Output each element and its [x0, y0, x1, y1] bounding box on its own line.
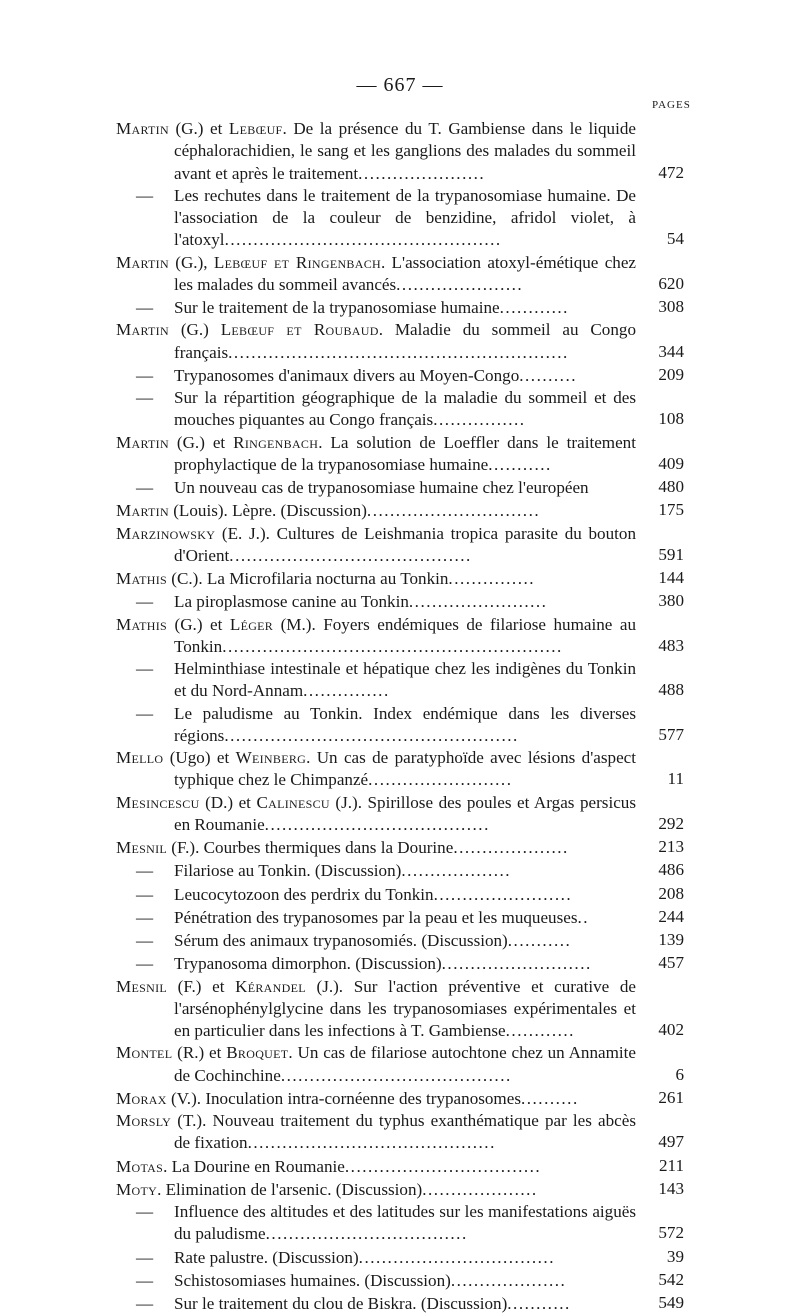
- page-reference: 402: [658, 1020, 684, 1039]
- page-reference: 409: [658, 453, 684, 473]
- author-name: Mathis: [116, 569, 168, 588]
- entry-text: [116, 953, 636, 975]
- entry-text: [116, 1270, 636, 1292]
- page-reference: 143: [658, 1178, 684, 1198]
- entry-title: Le paludisme au Tonkin. Index endémique dans les diverses régions: [174, 703, 636, 745]
- entry-text: [116, 860, 636, 882]
- entry-title: Un nouveau cas de trypanosomiase humaine chez l'européen: [174, 478, 589, 497]
- index-subentry: [116, 929, 684, 952]
- entry-initials: (F.). Courbes thermiques dans la Dourine: [167, 838, 454, 857]
- author-name: Morax: [116, 1088, 167, 1108]
- entry-initials: (D.) et: [199, 792, 257, 812]
- entry-text: [116, 837, 636, 859]
- entry-title: Sur le traitement de la trypanosomiase humaine: [174, 298, 500, 317]
- author-name: Mesincescu: [116, 792, 200, 812]
- author-name: Marzinowsky: [116, 523, 216, 543]
- dot-leader: ...........................................................: [228, 342, 569, 362]
- entry-text: [116, 1110, 636, 1155]
- entry-text: [116, 118, 636, 185]
- ditto-dash: —: [136, 861, 154, 881]
- entry-initials: (G.) et: [167, 614, 230, 634]
- author-name: Martin: [116, 320, 169, 340]
- entry-text: [116, 884, 636, 906]
- entry-text: [116, 387, 636, 432]
- entry-text: [116, 747, 636, 792]
- coauthor-name: Weinberg: [235, 748, 307, 767]
- entry-title: (J.). Spirillose des poules et Argas persicus en Roumanie: [174, 792, 636, 834]
- entry-initials: (F.) et: [167, 976, 236, 996]
- page-reference: 11: [667, 769, 684, 789]
- entry-text: [116, 500, 636, 522]
- entry-text: [116, 591, 636, 613]
- page-reference: 497: [658, 1132, 684, 1152]
- coauthor-name: Ringenbach: [233, 432, 319, 452]
- entry-title: (M.). Foyers endémiques de filariose humaine au Tonkin: [174, 614, 636, 656]
- entry-text: [116, 297, 636, 319]
- entry-title: Helminthiase intestinale et hépatique chez les indigènes du Tonkin et du Nord-Annam: [174, 659, 636, 701]
- index-list: [116, 118, 684, 1315]
- ditto-dash: —: [136, 884, 154, 904]
- author-name: Martin: [116, 252, 169, 272]
- page-reference: 213: [658, 837, 684, 856]
- dot-leader: ...............: [448, 569, 536, 588]
- entry-text: [116, 703, 636, 748]
- dot-leader: ...........: [507, 1294, 571, 1313]
- index-entry: [116, 836, 684, 859]
- entry-text: [116, 1293, 636, 1315]
- ditto-dash: —: [136, 1202, 154, 1221]
- entry-text: [116, 568, 636, 590]
- coauthor-name: Calinescu: [256, 792, 330, 812]
- entry-initials: (R.) et: [172, 1043, 227, 1063]
- pages-column-label: PAGES: [652, 99, 691, 111]
- coauthor-name: Broquet: [226, 1043, 289, 1063]
- page-reference: 208: [658, 883, 684, 903]
- entry-title: Influence des altitudes et des latitudes sur les manifestations aiguës du paludisme: [174, 1202, 636, 1244]
- dot-leader: .........................: [368, 770, 513, 790]
- index-subentry: [116, 364, 684, 387]
- author-name: Martin: [116, 432, 169, 452]
- dot-leader: ................: [433, 410, 526, 430]
- author-name: Mesnil: [116, 976, 167, 996]
- dot-leader: ........................: [433, 884, 573, 904]
- page-reference: 620: [658, 273, 684, 293]
- entry-title: Pénétration des trypanosomes par la peau et les muqueuses: [174, 907, 578, 927]
- index-entry: [116, 567, 684, 590]
- author-name: Martin: [116, 501, 169, 521]
- entry-initials: . Elimination de l'arsenic. (Discussion): [157, 1179, 423, 1199]
- ditto-dash: —: [136, 703, 154, 723]
- page-reference: 211: [658, 1155, 684, 1175]
- index-subentry: [116, 185, 684, 252]
- entry-title: Trypanosomes d'animaux divers au Moyen-Congo: [174, 365, 520, 385]
- entry-text: [116, 523, 636, 568]
- index-subentry: [116, 952, 684, 975]
- ditto-dash: —: [136, 1270, 154, 1290]
- author-name: Morsly: [116, 1111, 172, 1130]
- index-subentry: [116, 859, 684, 882]
- page-reference: 308: [658, 297, 684, 316]
- index-entry: [116, 614, 684, 659]
- dot-leader: .......................................: [264, 814, 490, 834]
- index-entry: [116, 523, 684, 568]
- entry-initials: (G.),: [168, 252, 214, 272]
- author-name: Mello: [116, 748, 164, 767]
- page-reference: 380: [658, 591, 684, 611]
- entry-text: [116, 792, 636, 837]
- page-reference: 572: [658, 1223, 684, 1243]
- ditto-dash: —: [136, 907, 154, 927]
- entry-title: Sérum des animaux trypanosomiés. (Discussion): [174, 931, 508, 950]
- index-subentry: [116, 1292, 684, 1315]
- entry-title: La piroplasmose canine au Tonkin: [174, 592, 409, 612]
- entry-text: [116, 1042, 636, 1087]
- dot-leader: ....................: [422, 1179, 538, 1199]
- author-name: Martin: [116, 119, 169, 138]
- author-name: Mathis: [116, 614, 168, 634]
- index-subentry: [116, 883, 684, 906]
- entry-text: [116, 365, 636, 387]
- entry-initials: . La Dourine en Roumanie: [163, 1156, 345, 1176]
- dot-leader: ..........................................: [229, 545, 472, 565]
- entry-text: [116, 252, 636, 297]
- entry-text: [116, 1179, 636, 1201]
- dot-leader: ........................: [408, 592, 548, 612]
- ditto-dash: —: [136, 1247, 154, 1267]
- index-entry: [116, 1155, 684, 1178]
- index-subentry: [116, 658, 684, 703]
- index-subentry: [116, 1246, 684, 1269]
- entry-text: [116, 658, 636, 703]
- entry-title: . Un cas de paratyphoïde avec lésions d'aspect typhique chez le Chimpanzé: [174, 748, 636, 790]
- dot-leader: ..................................: [358, 1247, 555, 1267]
- page-reference: 292: [658, 813, 684, 833]
- page-reference: 486: [658, 860, 684, 880]
- index-entry: [116, 1087, 684, 1110]
- entry-text: [116, 432, 636, 477]
- index-subentry: [116, 387, 684, 432]
- index-entry: [116, 1110, 684, 1155]
- ditto-dash: —: [136, 365, 154, 385]
- page-reference: 472: [658, 162, 684, 182]
- entry-title: Leucocytozoon des perdrix du Tonkin: [174, 884, 434, 904]
- dot-leader: ..: [577, 907, 590, 927]
- page-number: — 667 —: [356, 74, 444, 96]
- coauthor-name: Léger: [229, 614, 274, 634]
- coauthor-name: Lebœuf et Ringenbach: [213, 252, 381, 272]
- entry-title: Les rechutes dans le traitement de la trypanosomiase humaine. De l'association de la couleur de benzidine, afridol violet, à l'atoxyl: [174, 185, 636, 250]
- index-entry: [116, 432, 684, 477]
- page-reference: 261: [658, 1087, 684, 1107]
- entry-title: . La solution de Loeffler dans le traitement prophylactique de la trypanosomiase humaine: [174, 432, 636, 474]
- entry-initials: (G.): [168, 320, 221, 340]
- entry-text: [116, 976, 636, 1043]
- dot-leader: ...........: [488, 454, 552, 474]
- author-name: Motas: [116, 1156, 164, 1176]
- entry-initials: (G.) et: [168, 119, 229, 138]
- entry-text: [116, 614, 636, 659]
- entry-title: Sur la répartition géographique de la maladie du sommeil et des mouches piquantes au Congo français: [174, 388, 636, 430]
- entry-initials: (Ugo) et: [163, 748, 236, 767]
- index-subentry: [116, 476, 684, 499]
- entry-title: Rate palustre. (Discussion): [174, 1247, 359, 1267]
- index-entry: [116, 319, 684, 364]
- entry-initials: (G.) et: [168, 432, 234, 452]
- page-reference: 144: [658, 568, 684, 587]
- page-reference: 480: [658, 477, 684, 496]
- page-reference: 6: [675, 1064, 684, 1084]
- dot-leader: ................................................: [224, 230, 502, 250]
- index-entry: [116, 976, 684, 1043]
- entry-text: [116, 1156, 636, 1178]
- ditto-dash: —: [136, 298, 154, 317]
- page-reference: 457: [658, 953, 684, 973]
- page-reference: 244: [658, 906, 684, 926]
- page-reference: 591: [658, 544, 684, 564]
- dot-leader: ....................: [450, 1270, 567, 1290]
- dot-leader: ...............: [303, 681, 390, 701]
- entry-initials: (Louis). Lèpre. (Discussion): [168, 501, 367, 521]
- page-reference: 108: [658, 409, 684, 429]
- entry-text: [116, 1201, 636, 1246]
- index-entry: [116, 499, 684, 522]
- entry-text: [116, 477, 636, 499]
- dot-leader: ....................: [453, 838, 569, 857]
- dot-leader: ..............................: [366, 501, 541, 521]
- entry-title: . L'association atoxyl-émétique chez les malades du sommeil avancés: [174, 252, 637, 294]
- entry-title: Filariose au Tonkin. (Discussion): [174, 861, 402, 881]
- dot-leader: ..........................: [441, 954, 592, 974]
- dot-leader: ...................................: [265, 1224, 468, 1244]
- dot-leader: ............: [505, 1021, 575, 1040]
- entry-title: . De la présence du T. Gambiense dans le liquide céphalorachidien, le sang et les ganglions des malades du sommeil avant et après le traitement: [174, 119, 636, 183]
- index-entry: [116, 747, 684, 792]
- page-reference: 549: [658, 1293, 684, 1312]
- dot-leader: ...........................................: [247, 1133, 496, 1153]
- author-name: Moty: [116, 1179, 158, 1199]
- dot-leader: ...........................................................: [222, 636, 563, 656]
- dot-leader: ...................................................: [224, 725, 519, 745]
- ditto-dash: —: [136, 478, 154, 497]
- dot-leader: ......................: [396, 274, 524, 294]
- page-reference: 577: [658, 724, 684, 744]
- dot-leader: ........................................: [280, 1065, 512, 1085]
- entry-title: . Maladie du sommeil au Congo français: [174, 320, 636, 362]
- entry-title: (J.). Sur l'action préventive et curative de l'arsénophénylglycine dans les trypanosomiases expérimentales et en particulier dans les infections à T. Gambiense: [174, 976, 636, 1040]
- index-entry: [116, 792, 684, 837]
- index-subentry: [116, 906, 684, 929]
- index-entry: [116, 1178, 684, 1201]
- entry-initials: (T.). Nouveau traitement du typhus exanthématique par les abcès de fixation: [171, 1111, 636, 1153]
- page-reference: 483: [658, 635, 684, 655]
- page-reference: 39: [666, 1246, 684, 1266]
- entry-text: [116, 319, 636, 364]
- index-subentry: [116, 1201, 684, 1246]
- entry-text: [116, 907, 636, 929]
- dot-leader: ..................................: [344, 1156, 542, 1176]
- index-entry: [116, 118, 684, 185]
- page-reference: 209: [658, 364, 684, 384]
- dot-leader: ............: [499, 298, 569, 317]
- dot-leader: ..........: [519, 365, 577, 385]
- ditto-dash: —: [136, 954, 154, 974]
- entry-title: . Un cas de filariose autochtone chez un Annamite de Cochinchine: [174, 1043, 636, 1085]
- ditto-dash: —: [136, 931, 154, 950]
- dot-leader: ......................: [358, 163, 486, 183]
- dot-leader: ..........: [520, 1088, 579, 1108]
- coauthor-name: Lebœuf: [228, 119, 283, 138]
- ditto-dash: —: [136, 1294, 154, 1313]
- page-reference: 175: [658, 500, 684, 520]
- entry-title: Sur le traitement du clou de Biskra. (Discussion): [174, 1294, 508, 1313]
- ditto-dash: —: [136, 592, 154, 612]
- ditto-dash: —: [136, 185, 154, 205]
- author-name: Montel: [116, 1043, 173, 1063]
- author-name: Mesnil: [116, 838, 167, 857]
- ditto-dash: —: [136, 659, 154, 678]
- entry-initials: (C.). La Microfilaria nocturna au Tonkin: [167, 569, 449, 588]
- entry-title: Schistosomiases humaines. (Discussion): [174, 1270, 451, 1290]
- index-subentry: [116, 1269, 684, 1292]
- index-entry: [116, 1042, 684, 1087]
- entry-initials: (E. J.). Cultures de Leishmania tropica parasite du bouton d'Orient: [174, 523, 636, 565]
- page-reference: 139: [658, 930, 684, 949]
- dot-leader: ...........: [507, 931, 572, 950]
- page-reference: 344: [658, 341, 684, 361]
- index-entry: [116, 252, 684, 297]
- entry-text: [116, 1088, 636, 1110]
- page-reference: 488: [658, 680, 684, 700]
- coauthor-name: Lebœuf et Roubaud: [220, 320, 379, 340]
- ditto-dash: —: [136, 388, 154, 407]
- coauthor-name: Kérandel: [235, 976, 306, 996]
- entry-text: [116, 1247, 636, 1269]
- page-reference: 54: [666, 229, 684, 249]
- page-reference: 542: [658, 1269, 684, 1289]
- dot-leader: ...................: [401, 861, 512, 881]
- index-subentry: [116, 703, 684, 748]
- index-subentry: [116, 296, 684, 319]
- entry-initials: (V.). Inoculation intra-cornéenne des trypanosomes: [166, 1088, 521, 1108]
- index-subentry: [116, 590, 684, 613]
- entry-text: [116, 930, 636, 952]
- entry-title: Trypanosoma dimorphon. (Discussion): [174, 954, 442, 974]
- entry-text: [116, 185, 636, 252]
